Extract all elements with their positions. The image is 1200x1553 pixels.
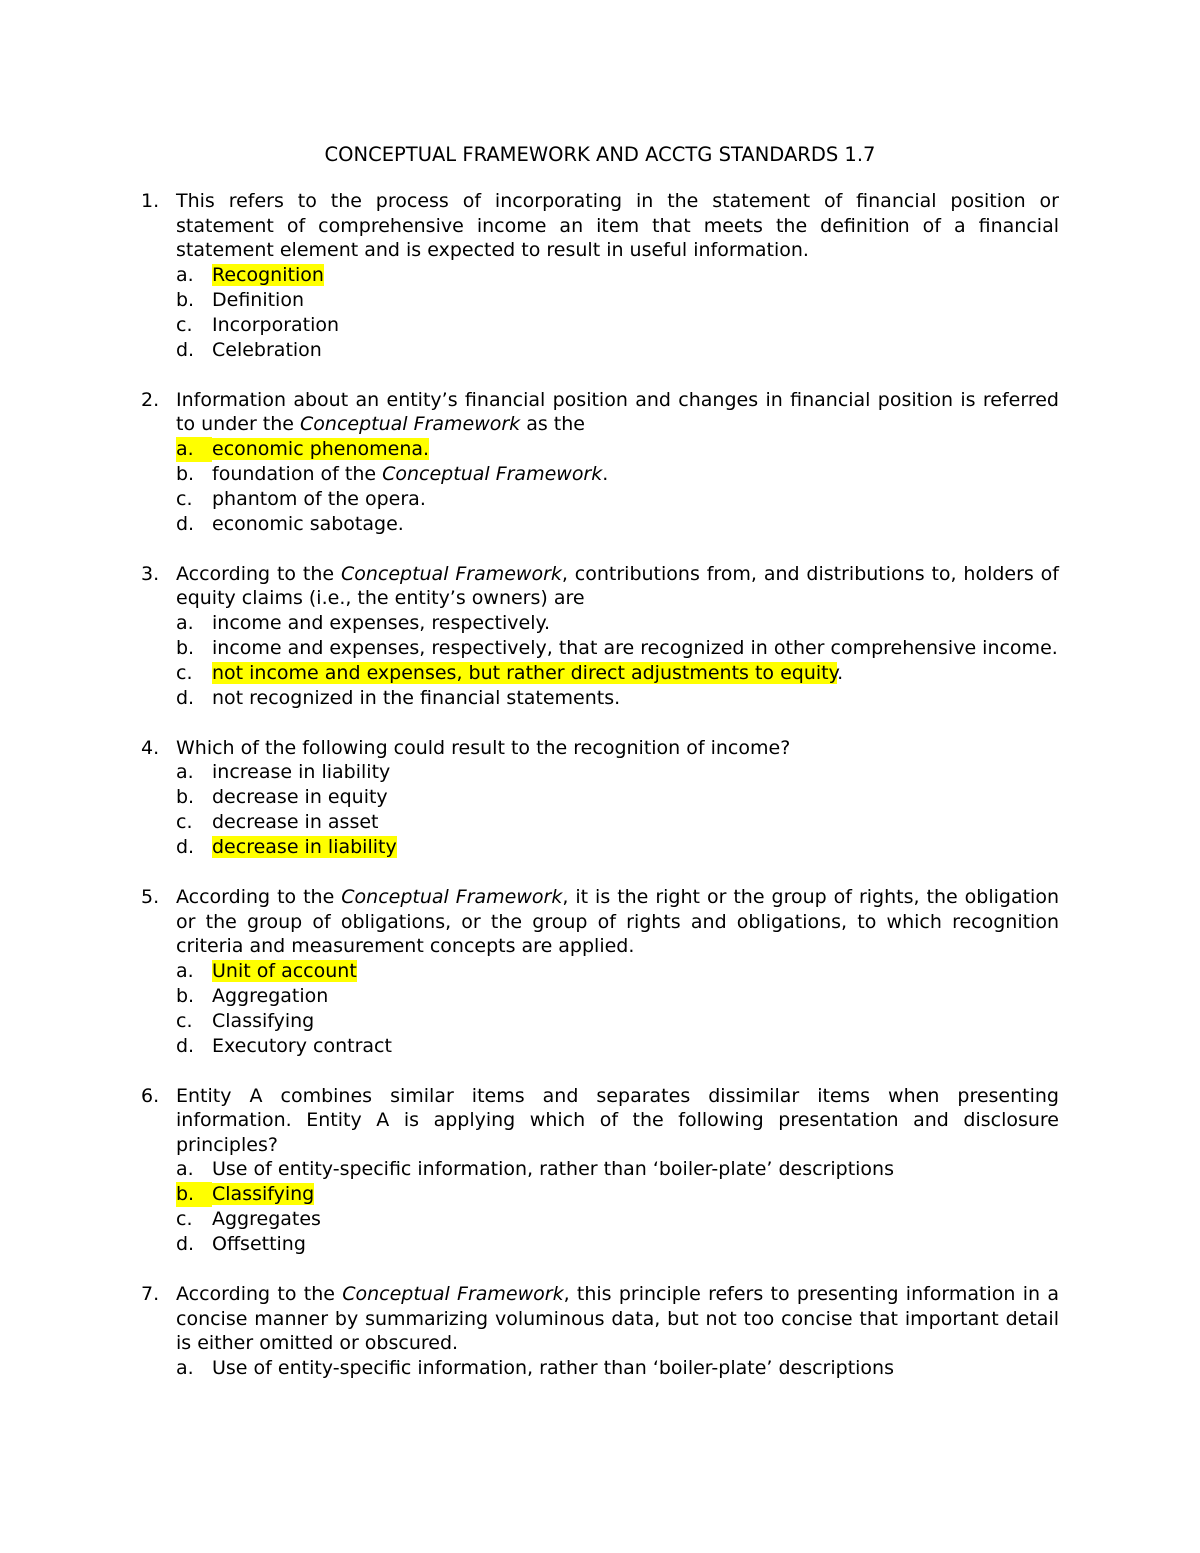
choice-letter: b. bbox=[176, 984, 195, 1007]
question-number: 2. bbox=[141, 388, 160, 411]
choice-text: income and expenses, respectively, that are recognized in other comprehensive income. bbox=[212, 636, 1058, 659]
choice-text: Classifying bbox=[212, 1009, 315, 1032]
choice-c bbox=[176, 1009, 1059, 1034]
highlighted-answer: not income and expenses, but rather direct adjustments to equity bbox=[212, 661, 838, 684]
choice-letter: b. bbox=[176, 1182, 212, 1207]
question-number: 6. bbox=[141, 1084, 160, 1107]
choice-b bbox=[176, 288, 1059, 313]
choice-a bbox=[176, 1356, 1059, 1381]
choice-a bbox=[176, 1157, 1059, 1182]
choice-list bbox=[176, 437, 1059, 537]
choice-c bbox=[176, 661, 1059, 686]
choice-letter: b. bbox=[176, 786, 195, 808]
choice-b bbox=[176, 1182, 1059, 1207]
question-text: Which of the following could result to the recognition of income? bbox=[176, 736, 791, 759]
highlighted-answer: Classifying bbox=[212, 1183, 315, 1205]
choice-d bbox=[176, 338, 1059, 363]
choice-text: decrease in asset bbox=[212, 811, 379, 833]
choice-text: Definition bbox=[212, 288, 305, 311]
question-1 bbox=[141, 189, 1059, 363]
choice-letter: c. bbox=[176, 811, 193, 833]
question-number: 5. bbox=[141, 886, 160, 908]
highlighted-answer: Recognition bbox=[212, 263, 324, 286]
choice-text: Celebration bbox=[212, 338, 322, 361]
choice-text: Use of entity-specific information, rather than ‘boiler-plate’ descriptions bbox=[212, 1158, 894, 1180]
choice-text-trail: . bbox=[837, 661, 844, 684]
choice-letter: d. bbox=[176, 686, 195, 709]
choice-text: Incorporation bbox=[212, 313, 340, 336]
highlighted-answer: economic phenomena. bbox=[212, 437, 430, 460]
choice-text: Aggregation bbox=[212, 984, 329, 1007]
question-2 bbox=[141, 388, 1059, 537]
choice-d bbox=[176, 512, 1059, 537]
question-number: 1. bbox=[141, 190, 160, 212]
choice-letter: d. bbox=[176, 1034, 195, 1057]
choice-letter: a. bbox=[176, 263, 194, 286]
choice-text: income and expenses, respectively. bbox=[212, 611, 551, 634]
choice-b bbox=[176, 636, 1059, 661]
choice-a bbox=[176, 959, 1059, 984]
highlighted-answer: Unit of account bbox=[212, 959, 357, 982]
question-text: This refers to the process of incorporating in the statement of financial position or statement of comprehensive income an item that meets the definition of a financial statement element and is expected to result in useful information. bbox=[176, 190, 1059, 261]
question-text: Entity A combines similar items and separates dissimilar items when presenting information. Entity A is applying which of the following presentation and disclosure principles? bbox=[176, 1084, 1059, 1156]
choice-b bbox=[176, 785, 1059, 810]
choice-text: Offsetting bbox=[212, 1233, 306, 1255]
question-text: Information about an entity’s financial position and changes in financial position is referred to under the Conceptual Framework as the bbox=[176, 388, 1059, 435]
choice-letter: d. bbox=[176, 338, 195, 361]
choice-a bbox=[176, 263, 1059, 288]
choice-a bbox=[176, 760, 1059, 785]
choice-text: Use of entity-specific information, rather than ‘boiler-plate’ descriptions bbox=[212, 1356, 894, 1379]
choice-letter: d. bbox=[176, 836, 195, 858]
question-list bbox=[141, 189, 1059, 1406]
choice-list bbox=[176, 959, 1059, 1059]
question-6 bbox=[141, 1084, 1059, 1258]
choice-letter: a. bbox=[176, 437, 212, 462]
choice-list bbox=[176, 611, 1059, 711]
choice-d bbox=[176, 835, 1059, 860]
choice-letter: c. bbox=[176, 1208, 193, 1230]
choice-text: Executory contract bbox=[212, 1034, 392, 1057]
document-title: CONCEPTUAL FRAMEWORK AND ACCTG STANDARDS 1.7 bbox=[324, 143, 876, 166]
choice-a bbox=[176, 437, 1059, 462]
question-5 bbox=[141, 885, 1059, 1059]
choice-list bbox=[176, 263, 1059, 363]
choice-b bbox=[176, 462, 1059, 487]
choice-letter: c. bbox=[176, 661, 193, 684]
question-text: According to the Conceptual Framework, contributions from, and distributions to, holders of equity claims (i.e., the entity’s owners) are bbox=[176, 562, 1059, 609]
choice-c bbox=[176, 810, 1059, 835]
choice-letter: c. bbox=[176, 487, 193, 510]
question-text: According to the Conceptual Framework, it is the right or the group of rights, the obligation or the group of obligations, or the group of rights and obligations, to which recognition criteria and measurement concepts are applied. bbox=[176, 886, 1059, 957]
choice-letter: a. bbox=[176, 959, 194, 982]
question-text: According to the Conceptual Framework, this principle refers to presenting information in a concise manner by summarizing voluminous data, but not too concise that important detail is either omitted or obscured. bbox=[176, 1283, 1059, 1354]
choice-b bbox=[176, 984, 1059, 1009]
choice-text: foundation of the Conceptual Framework. bbox=[212, 462, 609, 485]
choice-letter: a. bbox=[176, 1158, 194, 1180]
question-4 bbox=[141, 736, 1059, 861]
choice-c bbox=[176, 313, 1059, 338]
choice-a bbox=[176, 611, 1059, 636]
choice-text: decrease in equity bbox=[212, 786, 388, 808]
question-number: 3. bbox=[141, 562, 160, 585]
choice-letter: a. bbox=[176, 1356, 194, 1379]
question-3 bbox=[141, 562, 1059, 711]
choice-letter: c. bbox=[176, 313, 193, 336]
choice-letter: d. bbox=[176, 512, 195, 535]
choice-letter: b. bbox=[176, 636, 195, 659]
choice-letter: c. bbox=[176, 1009, 193, 1032]
question-7 bbox=[141, 1282, 1059, 1381]
choice-list bbox=[176, 760, 1059, 860]
choice-c bbox=[176, 487, 1059, 512]
choice-text: economic sabotage. bbox=[212, 512, 404, 535]
choice-text: increase in liability bbox=[212, 761, 391, 783]
choice-text: Aggregates bbox=[212, 1208, 321, 1230]
question-number: 4. bbox=[141, 736, 160, 759]
choice-list bbox=[176, 1157, 1059, 1257]
choice-letter: b. bbox=[176, 288, 195, 311]
choice-d bbox=[176, 1232, 1059, 1257]
choice-letter: a. bbox=[176, 611, 194, 634]
choice-text: not recognized in the financial statements. bbox=[212, 686, 621, 709]
highlighted-answer: decrease in liability bbox=[212, 836, 397, 858]
choice-text: phantom of the opera. bbox=[212, 487, 426, 510]
choice-letter: d. bbox=[176, 1233, 195, 1255]
choice-c bbox=[176, 1207, 1059, 1232]
question-number: 7. bbox=[141, 1283, 160, 1305]
choice-letter: a. bbox=[176, 761, 194, 783]
choice-letter: b. bbox=[176, 462, 195, 485]
choice-list bbox=[176, 1356, 1059, 1381]
choice-d bbox=[176, 686, 1059, 711]
choice-d bbox=[176, 1034, 1059, 1059]
